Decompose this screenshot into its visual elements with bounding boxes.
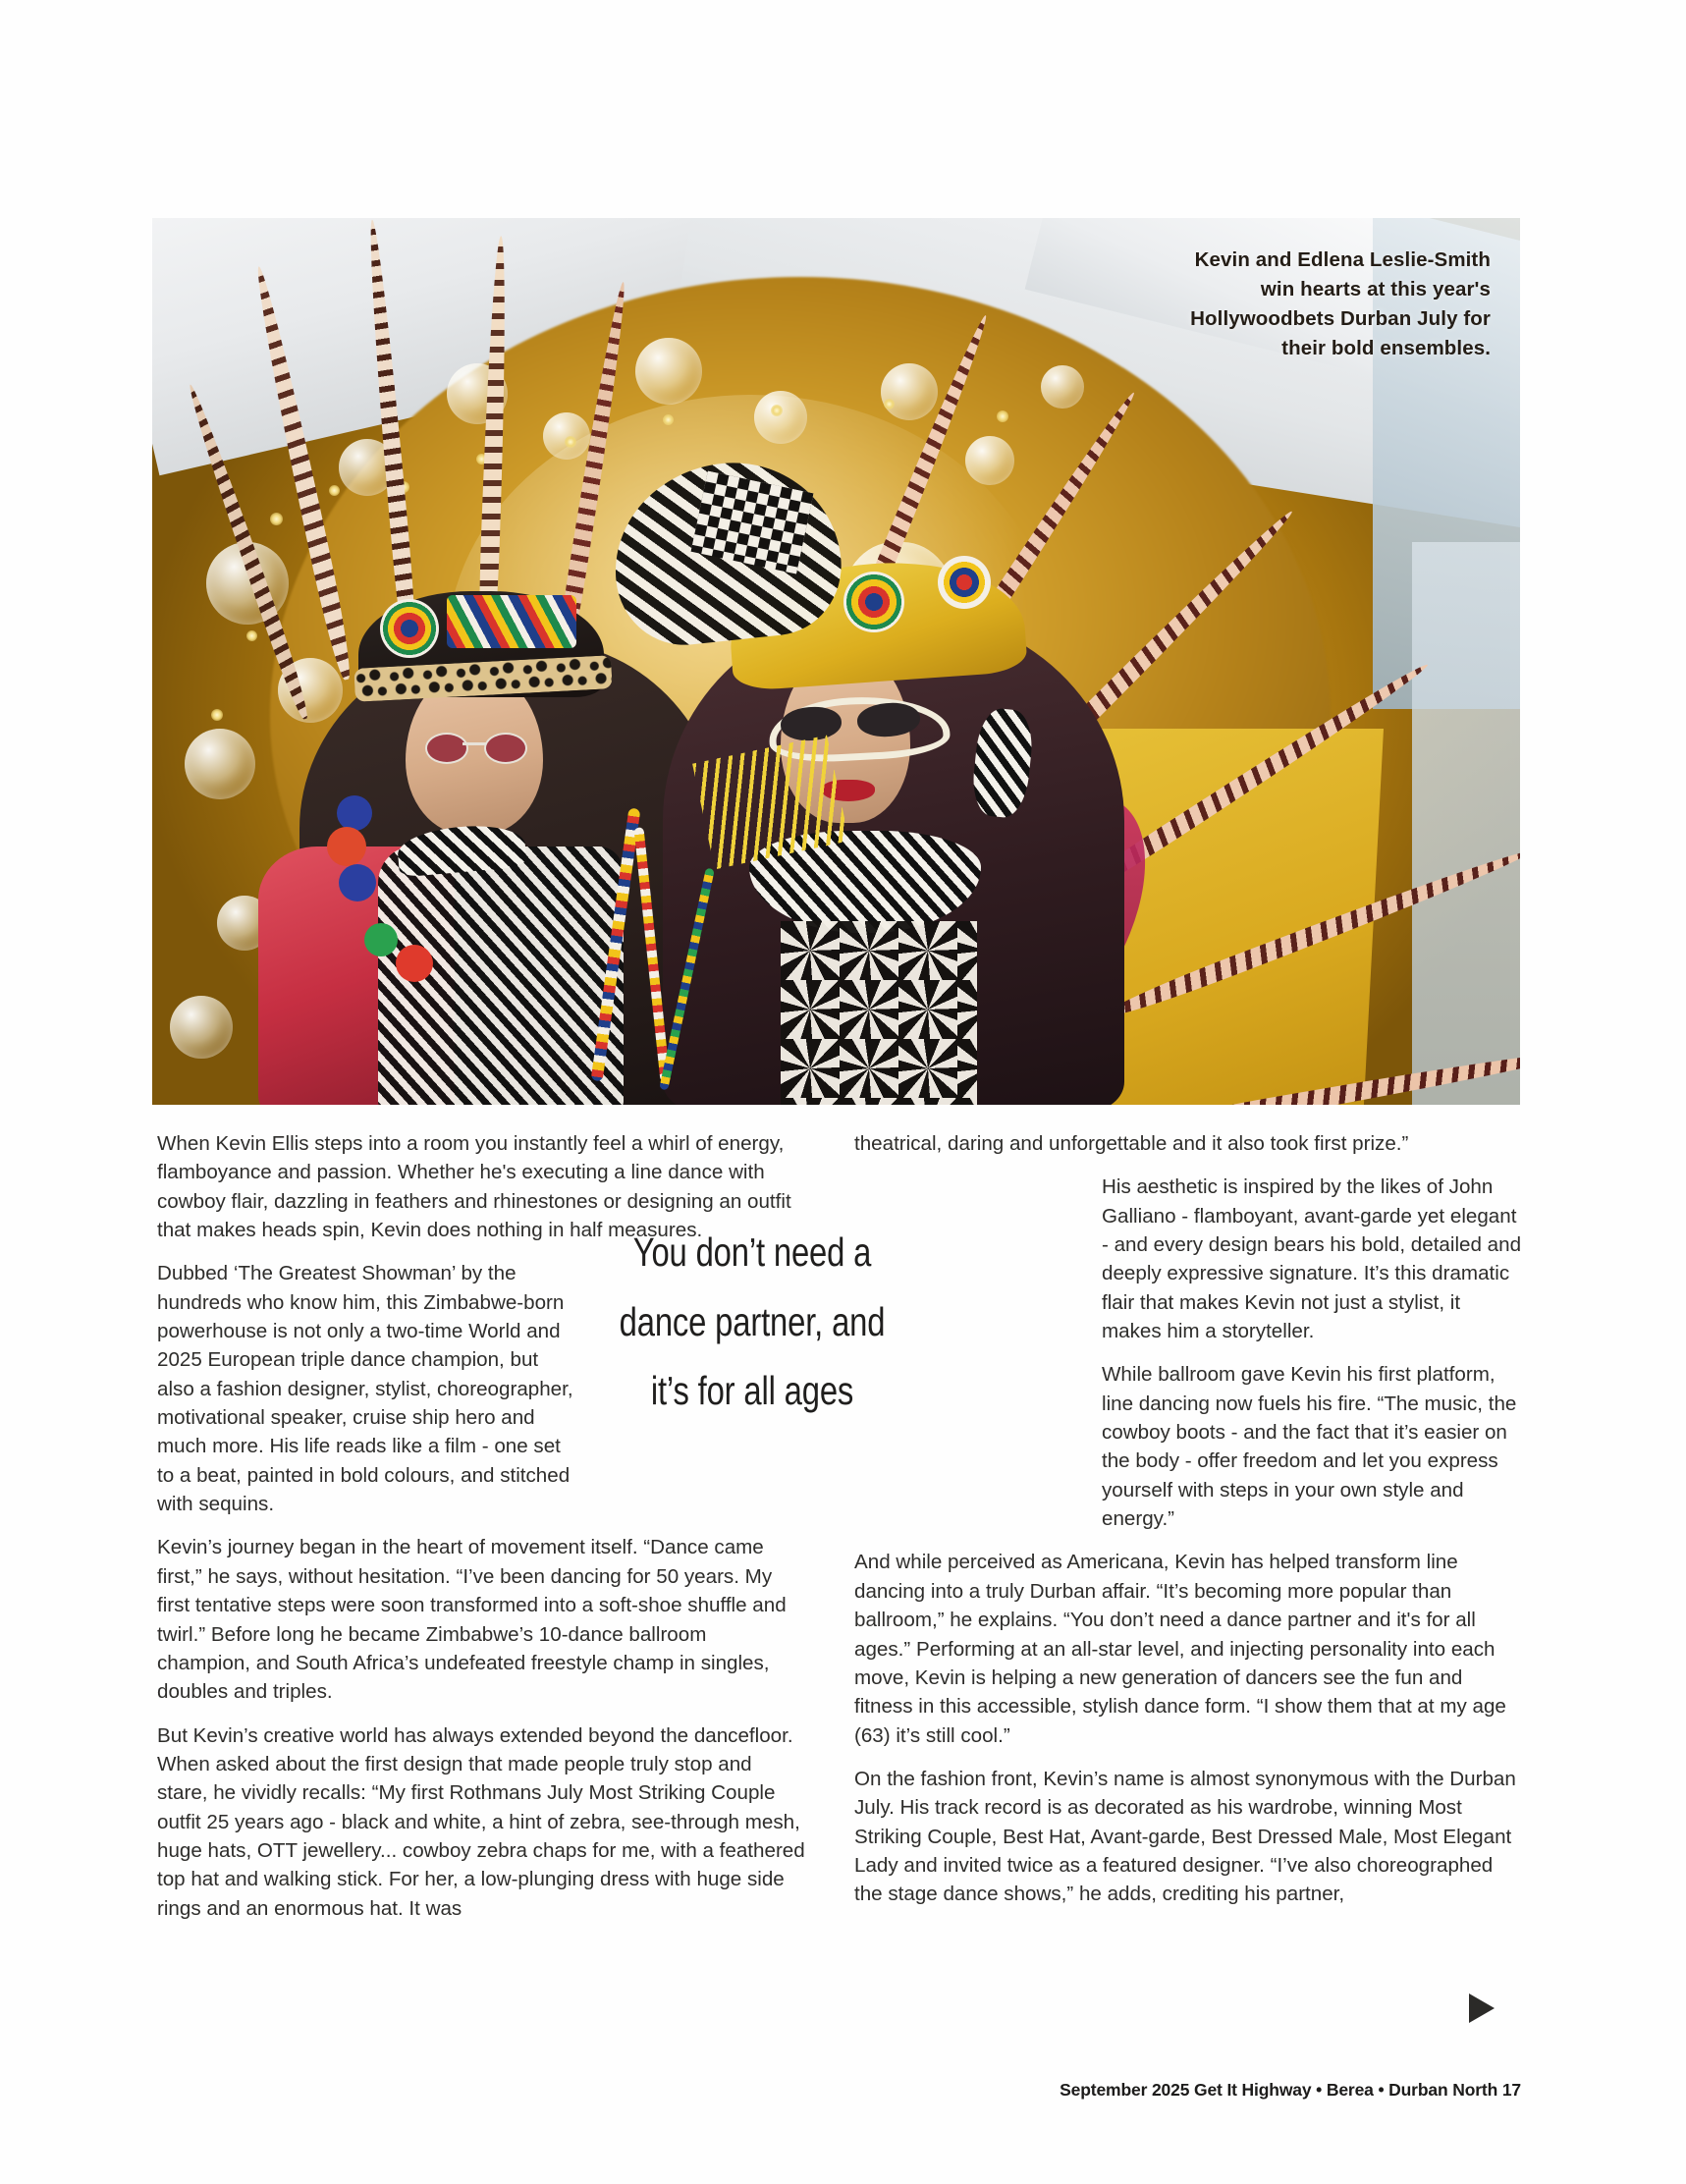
fairy-light	[246, 630, 257, 641]
caption-line: their bold ensembles.	[1281, 337, 1491, 360]
fairy-light	[663, 414, 674, 425]
pompom	[339, 864, 376, 901]
woman-geometric-bodice	[781, 921, 977, 1105]
pull-quote-line: it’s for all ages	[650, 1368, 854, 1414]
pull-quote-line: dance partner, and	[619, 1298, 886, 1344]
caption-line: Hollywoodbets Durban July for	[1190, 307, 1491, 331]
pompom	[327, 827, 366, 866]
bauble	[170, 996, 233, 1059]
pull-quote	[587, 1218, 917, 1426]
paragraph: And while perceived as Americana, Kevin has helped transform line dancing into a truly Durban affair. “It’s becoming more popular than ballroom,” he explains. “You don’t need a dance partner and it's for all ages.” Performing at an all-star level, and injecting personality into each move, Kevin is helping a new generation of dancers see the fun and fitness in this accessible, stylish dance form. “I show them that at my age (63) it’s still cool.”	[854, 1551, 1506, 1747]
photo-caption	[1078, 246, 1491, 364]
pompom	[337, 795, 372, 831]
man-hat-beaded-panel	[447, 595, 576, 648]
fairy-light	[884, 399, 895, 410]
bauble	[1041, 365, 1084, 409]
woman-hat-beaded-rosette	[843, 572, 904, 632]
paragraph: While ballroom gave Kevin his first platform, line dancing now fuels his fire. “The music, the cowboy boots - and the fact that it’s easier on the body - offer freedom and let you express yourself with steps in your own style and energy.”	[1102, 1363, 1517, 1531]
right-triangle-icon	[1469, 1993, 1495, 2023]
bauble	[185, 729, 255, 799]
caption-line: win hearts at this year's	[1260, 278, 1491, 301]
bauble	[754, 391, 807, 444]
bauble	[881, 363, 938, 420]
paragraph: His aesthetic is inspired by the likes of John Galliano - flamboyant, avant-garde yet elegant - and every design bears his bold, detailed and deeply expressive signature. It’s this dramatic flair that makes Kevin not just a stylist, it makes him a storyteller.	[854, 1173, 1522, 1345]
fairy-light	[565, 436, 576, 448]
bauble	[635, 338, 702, 405]
man-hat-beaded-rosette	[380, 599, 439, 658]
caption-line: Kevin and Edlena Leslie-Smith	[1194, 248, 1491, 271]
page-footer: September 2025 Get It Highway • Berea • Durban North 17	[1060, 2080, 1521, 2100]
article-column-right	[854, 1129, 1522, 1924]
paragraph: Kevin’s journey began in the heart of movement itself. “Dance came first,” he says, without hesitation. “I’ve been dancing for 50 years. My first tentative steps were soon transformed into a soft-shoe shuffle and twirl.” Before long he became Zimbabwe’s 10-dance ballroom champion, and South Africa’s undefeated freestyle champ in singles, doubles and triples.	[157, 1536, 787, 1704]
hero-photo	[152, 218, 1520, 1105]
paragraph: When Kevin Ellis steps into a room you instantly feel a whirl of energy, flamboyance and passion. Whether he's executing a line dance with cowboy flair, dazzling in feathers and rhinestones or designing an outfit that makes heads spin, Kevin does nothing in half measures.	[157, 1132, 791, 1242]
man-sunglasses-bridge	[462, 742, 486, 745]
fairy-light	[270, 513, 283, 525]
glass-panel-right-lower	[1412, 542, 1520, 1105]
paragraph: Dubbed ‘The Greatest Showman’ by the hundreds who know him, this Zimbabwe-born powerhouse is not only a two-time World and 2025 European triple dance champion, but also a fashion designer, stylist, choreographer, motivational speaker, cruise ship hero and much more. His life reads like a film - one set to a beat, painted in bold colours, and stitched with sequins.	[157, 1259, 805, 1518]
pompom	[364, 923, 398, 956]
fairy-light	[329, 485, 340, 496]
fairy-light	[211, 709, 223, 721]
pull-quote-line: You don’t need a	[632, 1229, 872, 1275]
paragraph: But Kevin’s creative world has always extended beyond the dancefloor. When asked about the first design that made people truly stop and stare, he vividly recalls: “My first Rothmans July Most Striking Couple outfit 25 years ago - black and white, a hint of zebra, see-through mesh, huge hats, OTT jewellery... cowboy zebra chaps for me, with a feathered top hat and walking stick. For her, a low-plunging dress with huge side rings and an enormous hat. It was	[157, 1723, 805, 1920]
bauble	[965, 436, 1014, 485]
man-sunglasses-left-lens	[425, 733, 468, 764]
pompom	[396, 945, 433, 982]
fairy-light	[997, 410, 1008, 422]
woman-hat-beaded-rosette	[938, 556, 991, 609]
paragraph: On the fashion front, Kevin’s name is almost synonymous with the Durban July. His track record is as decorated as his wardrobe, winning Most Striking Couple, Best Hat, Avant-garde, Best Dressed Male, Most Elegant Lady and invited twice as a featured designer. “I’ve also choreographed the stage dance shows,” he adds, crediting his partner,	[854, 1767, 1516, 1906]
fairy-light	[771, 405, 783, 416]
photo-canvas	[152, 218, 1520, 1105]
man-sunglasses-right-lens	[484, 733, 527, 764]
paragraph: theatrical, daring and unforgettable and it also took first prize.”	[854, 1132, 1409, 1155]
